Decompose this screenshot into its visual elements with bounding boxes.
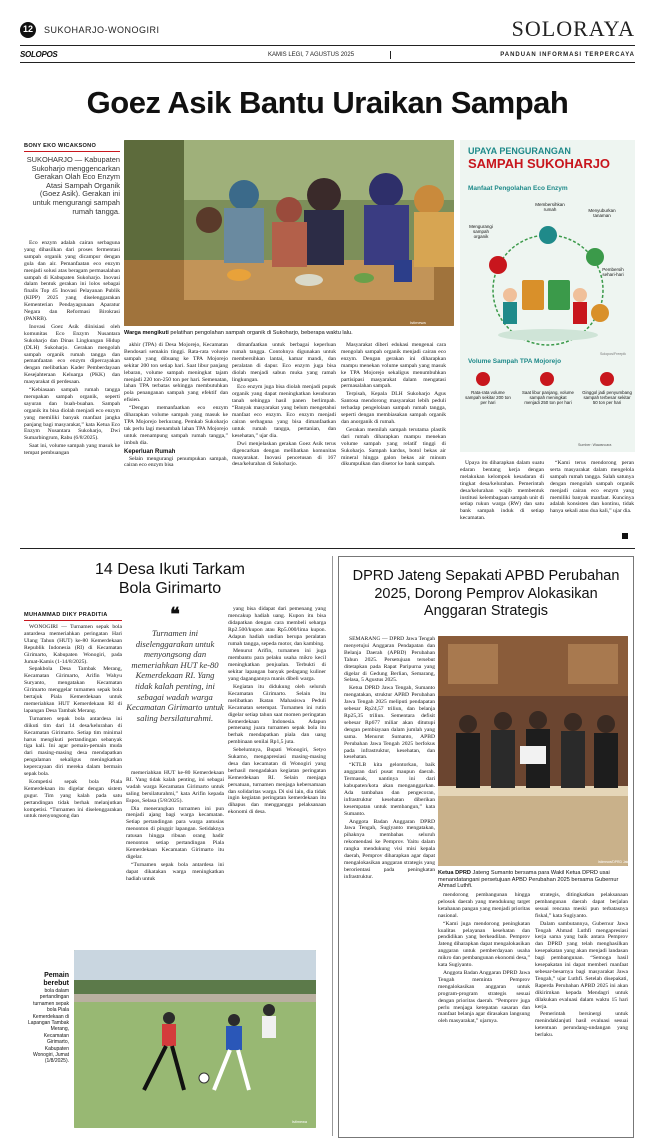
- paragraph: Dia menerangkan turnamen ini pun menjadi ajang bagi warga kecamatan. Setiap pertandingan para warga antusias menonton di pinggir lapangan. Setidaknya ratusan hingga ribuan orang hadir menonton setiap pertandingan Piala Kemerdekaan Kecamatan Girimarto itu digelar.: [126, 805, 224, 860]
- story2-headline-line1: 14 Desa Ikuti Tarkam: [95, 561, 245, 578]
- paragraph: Saat ini, volume sampah yang masuk ke tempat pembuangan: [24, 443, 120, 457]
- benefit-4: Pembersih sehari-hari: [602, 267, 624, 278]
- section-label: SUKOHARJO-WONOGIRI: [44, 25, 160, 35]
- main-photo-caption: [124, 330, 454, 337]
- header-rule-2: [20, 62, 635, 63]
- paragraph: yang bisa didapat dari pemenang yang mencakup hadiah uang. Kupon itu bisa didapatkan dengan cara membeli seharga Rp2.500/kupon atau Rp5.000/lima kupon. Adapun hadiah undian berupa peralatan rumah tangga, sepeda motor, dan kambing.: [228, 606, 326, 647]
- paragraph: strategis, ditingkatkan pelaksanaan pembangunan daerah dapat berjalan sesuai rencana meski pun terbatasnya fiskal,” kata Sugiyanto.: [535, 892, 628, 919]
- paragraph: “Kebiasaan sampah rumah tangga merupakan sampah organik, seperti sayuran dan buah-buahan. Sampah organik itu bisa diolah menjadi eco enzym yang memiliki banyak manfaat jangka panjang bagi masyarakat,” kata Ketua Eco Enzym Nusantara Sukoharjo, Dwi Sumarbingrum, Rabu (6/8/2025).: [24, 387, 120, 442]
- main-col-5: [460, 460, 544, 523]
- story3-photo-art: [438, 636, 628, 866]
- story3-col-1: [344, 636, 435, 882]
- benefit-3: Mengurangi sampah organik: [469, 224, 493, 240]
- story3-headline: [342, 568, 630, 621]
- caption-text: Jateng Sumanto bersama para Wakil Ketua DPRD usai menandatangani persetujuan APBD Perubahan 2025 bersama Gubernur Ahmad Luthfi.: [438, 870, 619, 890]
- infographic-title-2: SAMPAH SUKOHARJO: [468, 156, 611, 171]
- header-divider: [390, 51, 391, 59]
- story2-headline: [20, 560, 320, 598]
- paragraph: Terpisah, Kepala DLH Sukoharjo Agus Santosa mendorong masyarakat lebih peduli terhadap pengelolaan sampah rumah tangga, seperti dengan membiasakan sampah organik dan anorganik di rumah.: [341, 391, 446, 425]
- paragraph: Inovasi Goez Asik diinisiasi oleh komunitas Eco Enzym Nusantara Sukoharjo dan Dinas Lingkungan Hidup (DLH) Sukoharjo. Gerakan mengolah sampah organik rumah tangga dan pemanfaatan eco enzym dipercayakan dengan melibatkan Kader Pemberdayaan Kesejahteraan Keluarga (PKK) dan masyarakat di perdesaan.: [24, 323, 120, 386]
- tagline: PANDUAN INFORMASI TERPERCAYA: [500, 52, 635, 58]
- header-rule: [20, 45, 635, 46]
- story3-col-2: [438, 892, 530, 1026]
- infographic-credit: Solopos/Freepik: [600, 352, 626, 356]
- story2-photo: [74, 950, 316, 1128]
- subhead: Keperluan Rumah: [124, 448, 176, 455]
- story3-photo-credit: Istimewa/DPRD Jateng: [598, 860, 634, 864]
- story2-byline: MUHAMMAD DIKY PRADITIA: [24, 612, 108, 618]
- paragraph: Gerakan memilah sampah terutama plastik dari rumah diharapkan mampu menekan volume sampah yang relatif tinggi di Sukoharjo. Sampah kardus, botol bekas air mineral hingga galon bekas air minum dikumpulkan dan disetor ke bank sampah.: [341, 426, 446, 468]
- main-col-6: [550, 460, 634, 516]
- caption-text: pelatihan pengolahan sampah organik di Sukoharjo, beberapa waktu lalu.: [170, 330, 353, 336]
- main-headline: Goez Asik Bantu Uraikan Sampah: [86, 85, 569, 120]
- caption-text: bola dalam pertandingan turnamen sepak bola Piala Kemerdekaan di Lapangan Tambak Merang, Kecamatan Girimarto, Kabupaten Wonogiri, Jumat (1/8/2025).: [27, 988, 69, 1065]
- main-photo-credit: Istimewa: [410, 320, 426, 325]
- quote-mark-icon: ❝: [170, 604, 180, 624]
- story3-headline-line1: DPRD Jateng Sepakati APBD Perubahan: [352, 568, 620, 584]
- story2-headline-line2: Bola Girimarto: [118, 580, 222, 597]
- paragraph: “KTLB kita gelontorkan, baik anggaran dari pusat maupun daerah. Termasuk, nantinya ini dari kabupaten/kota akan menganggarkan. Ada tambahan dan pengecoran, infrastruktur kesehatan diberikan kesempatan untuk membangun,” kata Sumanto.: [344, 762, 435, 817]
- calendar-icon: [540, 372, 554, 386]
- benefit-2: Menyuburkan tanaman: [588, 208, 616, 219]
- edition-title: SOLORAYA: [511, 16, 635, 41]
- volume-1: Rata-rata volume sampah sekitar 200 ton per hari: [465, 390, 511, 406]
- paragraph: Dwi menjelaskan gerakan Goez Asik terus digencarkan dengan melibatkan komunitas masyarakat. Inovasi pencetusan di 167 desa/kelurahan di Sukoharjo.: [232, 440, 336, 468]
- infographic: [460, 140, 635, 452]
- caption-bold: Warga mengikuti: [124, 330, 169, 336]
- story3-headline-line3: Anggaran Strategis: [423, 603, 549, 619]
- main-photo: [124, 140, 454, 326]
- end-mark-icon: [622, 533, 628, 539]
- paragraph: akhir (TPA) di Desa Mojorejo, Kecamatan Bendosari semakin tinggi. Rata-rata volume sampah yang dibuang ke TPA Mojorejo sekitar 200 ton setiap hari. Saat libur panjang lebaran, volume sampah meningkat tajam menjadi 220 ton-250 ton per hari. Semenatan, lahan TPA terbatas sehingga membutuhkan pola penanganan sampah yang efektif dan efisien.: [124, 342, 228, 404]
- issue-date: KAMIS LEGI, 7 AGUSTUS 2025: [268, 52, 355, 58]
- paragraph: Sepakbola Desa Tambak Merang, Kecamatan Girimarto, Arifin Wahyu Suryanto, mengatakan Kecamatan Girimarto menggelar turnamen sepak bola bertajuk Piala Kemerdekaan untuk memeriahkan HUT Kemerdekaan RI di lapangan Desa Tambak Merang.: [24, 666, 122, 714]
- paragraph: WONOGIRI — Turnamen sepak bola antardesa memeriahkan peringatan Hari Ulang Tahun (HUT) ke-80 Kemerdekaan Republik Indonesia (RI) di Kecamatan Girimarto, Kabupaten Wonogiri, pada Jumat-Kamis (1-14/8/2025).: [24, 624, 122, 665]
- paragraph: Eco enzym adalah cairan serbaguna yang dihasilkan dari proses fermentasi sampah organik yang dicampur dengan gula dan air. Pemanfaatan eco enzym menjadi solusi atas beragam permasalahan sampah di Kabupaten Sukoharjo. Inovasi dalam bentuk gerakan ini lolos sebagai finalis Top 45 Inovasi Pelayanan Publik (KIPP) 2025 yang diselenggarakan Kementerian Pendayagunaan Aparatur Negara dan Reformasi Birokrasi (PANRB).: [24, 240, 120, 322]
- infographic-source: Sumber: Wawancara: [578, 443, 612, 447]
- paragraph: Anggota Badan Anggaran DPRD Jawa Tengah, Sugiyanto mengatakan, pihaknya membahas seluruh rekomendasi ke Pemprov. Yaitu dalam rangka mendukung visi misi kepala daerah, Pemprov diharapkan agar dapat mengalokasikan anggaran strategis yang berorientasi pada peningkatan infrastruktur.: [344, 818, 435, 880]
- story3-col-3: [535, 892, 628, 1040]
- story2-col-1: [24, 624, 122, 821]
- trash-icon: [600, 372, 614, 386]
- paragraph: SEMARANG — DPRD Jawa Tengah menyetujui Anggaran Pendapatan dan Belanja Daerah (APBD) Perubahan Tahun 2025. Persetujuan tersebut ditetapkan pada Rapat Paripurna yang digelar di Gedung Berlian, Semarang, Selasa, 5 Agustus 2025.: [344, 636, 435, 684]
- paragraph: “Dengan memanfaatkan eco enzym diharapkan volume sampah yang masuk ke TPA Mojorejo berkurang. Pemkab Sukoharjo tak perlu lagi menambah lahan TPA Mojorejo untuk menampung sampah rumah tangga,” imbuh dia.: [124, 405, 228, 446]
- story3-photo: [438, 636, 628, 866]
- paragraph: dimanfaatkan untuk berbagai keperluan rumah tangga. Contohnya digunakan untuk membersihkan lantai, kamar mandi, dan peralatan di dapur. Eco enzym juga bisa diolah menjadi sabun muka yang ramah lingkungan.: [232, 342, 336, 383]
- story-divider: [20, 548, 635, 549]
- paragraph: “Kami terus mendorong peran serta masyarakat dalam mengelola sampah rumah tangga. Salah satunya dengan mengolah sampah organik menjadi cairan eco enzym yang memiliki banyak manfaat. Kuncinya adalah konsisten dan kontinu, tidak hanya sekali atau dua kali,” ujar dia.: [550, 460, 634, 515]
- paragraph: Kompetisi sepak bola Piala Kemerdekaan itu digelar dengan sistem gugur. Tim yang kalah pada satu pertandingan tidak berhak melanjutkan kompetisi. “Turnamen ini diselenggarakan untuk menyongsong dan: [24, 778, 122, 820]
- benefit-1: Membersihkan rumah: [535, 202, 565, 213]
- paragraph: “Kami juga mendorong peningkatan kualitas pelayanan kesehatan dan pendidikan yang berkeadilan. Pemprov Jateng diharapkan dapat mengalokasikan anggaran untuk pemberdayaan usaha mikro dan pembangunan ekonomi desa,” kata Sugiyanto.: [438, 920, 530, 969]
- main-photo-art: [124, 140, 454, 326]
- paragraph: Turnamen sepak bola antardesa ini diikuti tim dari 14 desa/kelurahan di Kecamatan Girimarto. Setiap tim minimal harus mengikuti pertandingan sebanyak tiga kali. Ini agar pemain-pemain muda dari masing-masing desa mendapatkan pengalaman sekaligus meningkatkan kepercayaan diri mereka dalam bermain sepak bola.: [24, 715, 122, 778]
- volume-title: Volume Sampah TPA Mojorejo: [468, 358, 562, 365]
- page-number: 12: [22, 24, 33, 34]
- paragraph: Anggota Badan Anggaran DPRD Jawa Tengah meminta Pemprov mengalokasikan anggaran untuk program-program strategis sesuai dengan prioritas daerah. “Pemprov juga perlu menjaga ketepatan sasaran dan manfaat belanja agar dirasakan langsung oleh masyarakat,” ujarnya.: [438, 969, 530, 1025]
- story2-byline-rule: [24, 620, 122, 621]
- story2-col-3: [228, 606, 326, 817]
- main-byline: BONY EKO WICAKSONO: [24, 143, 97, 149]
- benefits-title: Manfaat Pengolahan Eco Enzym: [468, 185, 568, 192]
- story2-photo-art: [74, 950, 316, 1128]
- paragraph: Pemerintah bersinergi untuk menindaklanjuti hasil evaluasi sesuai ketentuan perundang-undangan yang berlaku.: [535, 1011, 628, 1039]
- brand-logo: SOLOPOS: [20, 50, 58, 59]
- caption-bold: Pemain berebut: [43, 972, 69, 987]
- paragraph: “Turnamen sepak bola antardesa ini dapat dikatakan warga meningkatkan hadiah untuk: [126, 861, 224, 882]
- paragraph: Dalam sambutannya, Gubernur Jawa Tengah Ahmad Luthfi mengapresiasi kerja sama yang baik antara Pemprov dan DPRD yang telah menghasilkan kesepakatan yang akan menjadi landasan bagi pembangunan. “Semoga hasil kesepakatan ini dapat memberi manfaat sebesar-besarnya bagi masyarakat Jawa Tengah,” ujar Luthfi. Setelah disepakati, Raperda Perubahan APBD 2025 ini akan dikirimkan kepada Mendagri untuk dilakukan evaluasi dalam waktu 15 hari kerja.: [535, 920, 628, 1010]
- paragraph: mendorong pembangunan hingga pelosok daerah yang mendukung target ketahanan pangan yang menjadi prioritas nasional.: [438, 892, 530, 919]
- pull-quote: Turnamen ini diselenggarakan untuk menyongsong dan memeriahkan HUT ke-80 Kemerdekaan RI. Yang tidak kalah penting, ini sebagai wadah warga Kecamatan Girimarto untuk saling bersilaturahmi.: [126, 628, 224, 723]
- column-separator: [332, 556, 333, 1136]
- story3-photo-caption: [438, 870, 628, 890]
- main-col-3: [232, 342, 336, 469]
- main-lead: SUKOHARJO — Kabupaten Sukoharjo menggencarkan Gerakan Olah Eco Enzym Atasi Sampah Organik (Goez Asik). Gerakan ini untuk mengurangi sampah rumah tangga.: [26, 155, 120, 216]
- paragraph: Ketua DPRD Jawa Tengah, Sumanto mengatakan, struktur APBD Perubahan Jawa Tengah 2025 meliputi pendapatan sebesar Rp24,57 triliun, dan belanja Rp25,35 triliun. Sementara defisit sebesar Rp677 miliar akan ditutupi dengan pembiayaan dalam jumlah yang sama. Menurut Sumanto, APBD Perubahan Jawa Tengah 2025 berfokus pada infrastruktur, kesehatan, dan kesehatan.: [344, 685, 435, 761]
- byline-rule: [24, 151, 120, 152]
- paragraph: Eco enzym juga bisa diolah menjadi pupuk organik yang dapat meningkatkan kesuburan tanah sehingga hasil panen berlimpah. “Banyak masyarakat yang belum mengetahui manfaat eco enzym. Eco enzym menjadi cairan serbaguna yang bisa dimanfaatkan untuk rumah tangga, pertanian, dan kesehatan,” ujar dia.: [232, 384, 336, 439]
- paragraph: Sebelumnya, Bupati Wonogiri, Setyo Sukarno, mengapresiasi masing-masing desa dan kecamatan di Wonogiri yang berhasil mengadakan kegiatan peringatan Kemerdekaan RI. Selain menjaga persatuan, turnamen menjaga kebersamaan dan solidaritas warga. Di sisi lain, dia tidak ingin kegiatan peringatan kemerdekaan itu dihapus dan mengganggu pelaksanaan ekonomi di desa.: [228, 747, 326, 816]
- paragraph: Kegiatan itu didukung oleh seluruh Kecamatan Girimarto. Selain itu melibatkan Ikatan Mahasiswa Peduli Kecamatan setempat. Turnamen ini rutin digelar setiap tahun saat momen peringatan Kemerdekaan Indonesia. Adapun pemenang juara turnamen sepak bola itu berhak mendapatkan piala dan uang pembinaan senilai Rp1,5 juta.: [228, 683, 326, 746]
- story2-photo-caption: [24, 972, 69, 1065]
- truck-icon: [476, 372, 490, 386]
- infographic-title-1: UPAYA PENGURANGAN: [468, 146, 571, 156]
- volume-3: Ginggol jadi penyumbang sampah terbesar sekitar 50 ton per hari: [582, 390, 632, 406]
- paragraph: Selain mengurangi penumpukan sampah, cairan eco enzym bisa: [124, 455, 228, 469]
- paragraph: memeriahkan HUT ke-80 Kemerdekaan RI. Yang tidak kalah penting, ini sebagai wadah warga Kecamatan Girimarto untuk saling bersilaturahmi,” kata Arifin kepada Espos, Selasa (5/8/2025).: [126, 770, 224, 804]
- paragraph: Upaya itu diharapkan dalam suatu edaran bentang kerja dengan melakukan kelompok kesadaran di tingkat desa/kelurahan. Pemerintah desa/kelurahan wajib membentuk institusi kelembagaan sampah unit di setiap rukun warga (RW) dan satu bank sampah induk di setiap kecamatan.: [460, 460, 544, 522]
- paragraph: Masyarakat diberi edukasi mengenai cara mengolah sampah organik menjadi cairan eco enzym. Dengan gerakan ini diharapkan mampu menekan volume sampah yang masuk ke TPA Mojorejo sekaligus menumbuhkan partisipasi masyarakat dalam mengatasi permasalahan sampah.: [341, 342, 446, 390]
- main-col-2: [124, 342, 228, 470]
- story3-headline-line2: 2025, Dorong Pemprov Alokasikan: [374, 585, 598, 602]
- paragraph: Menurut Arifin, turnamen ini juga membantu para pelaku usaha mikro kecil meningkatkan penjualan. Terbukti di sekitar lapangan banyak pedagang kuliner yang dagangannya manis dibeli warga.: [228, 648, 326, 683]
- story2-photo-credit: Istimewa: [292, 1120, 307, 1124]
- caption-bold: Ketua DPRD: [438, 870, 471, 876]
- main-col-4: [341, 342, 446, 469]
- main-col-1: [24, 240, 120, 458]
- volume-2: Saat libur panjang, volume sampah meningkat menjadi 250 ton per hari: [522, 390, 574, 406]
- story2-col-2: [126, 770, 224, 884]
